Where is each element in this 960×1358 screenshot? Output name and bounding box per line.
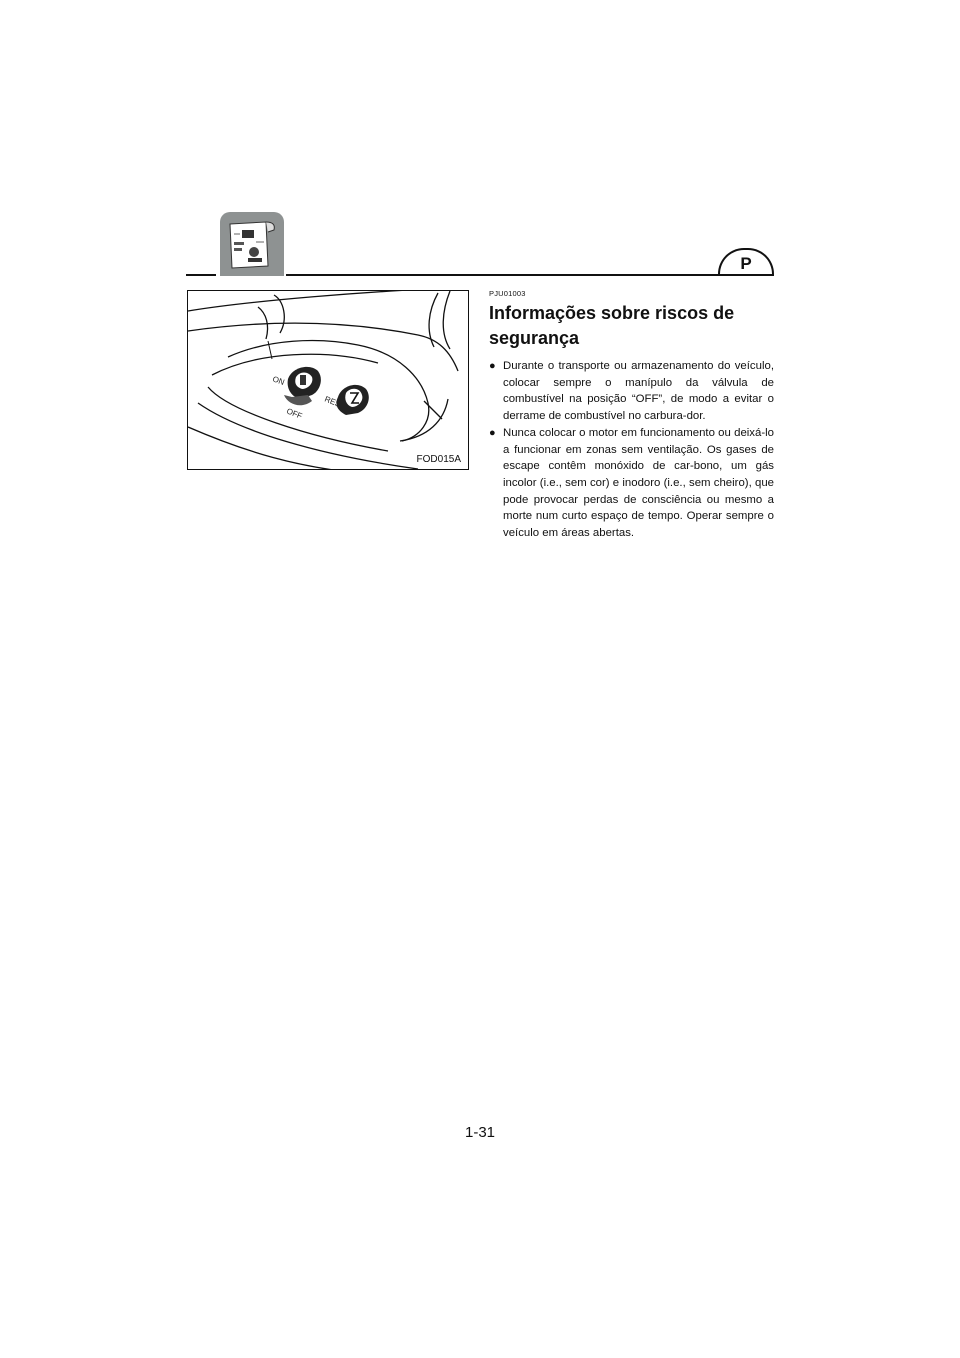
bullet-icon: ● xyxy=(489,360,496,372)
bullet-item xyxy=(489,358,774,425)
fuel-valve-illustration xyxy=(187,290,469,470)
bullet-item xyxy=(489,425,774,542)
page-number: 1-31 xyxy=(464,1124,496,1141)
fuel-valve-label-off: OFF xyxy=(285,406,304,421)
safety-section xyxy=(489,289,774,542)
figure-code: FOD015A xyxy=(416,454,461,465)
header-rule-left xyxy=(186,274,216,276)
section-title: Informações sobre riscos de segurança xyxy=(489,303,735,348)
language-badge: P xyxy=(718,248,774,274)
header-rule-right xyxy=(286,274,774,276)
bullet-icon: ● xyxy=(489,426,496,439)
bullet-list xyxy=(489,358,774,542)
fuel-valve-label-res: RES xyxy=(323,394,342,410)
section-ref-code: PJU01003 xyxy=(489,289,526,298)
bullet-text: Durante o transporte ou armazenamento do veículo, colocar sempre o manípulo da válvula de combustível na posição “OFF”, de modo a evitar o derrame de combustível no carbura-dor. xyxy=(503,360,774,423)
bullet-text: Nunca colocar o motor em funcionamento ou deixá-lo a funcionar em zonas sem ventilação. Os gases de escape contêm monóxido de car-bono, um gás incolor (i.e., sem cor) e inodoro (i.e., sem cheiro), que pode provocar perdas de consciência ou mesmo a morte num curto espaço de tempo. Operar sempre o veículo em áreas abertas. xyxy=(503,426,774,540)
fuel-valve-label-on: ON xyxy=(271,374,286,387)
manual-book-icon xyxy=(220,212,284,276)
